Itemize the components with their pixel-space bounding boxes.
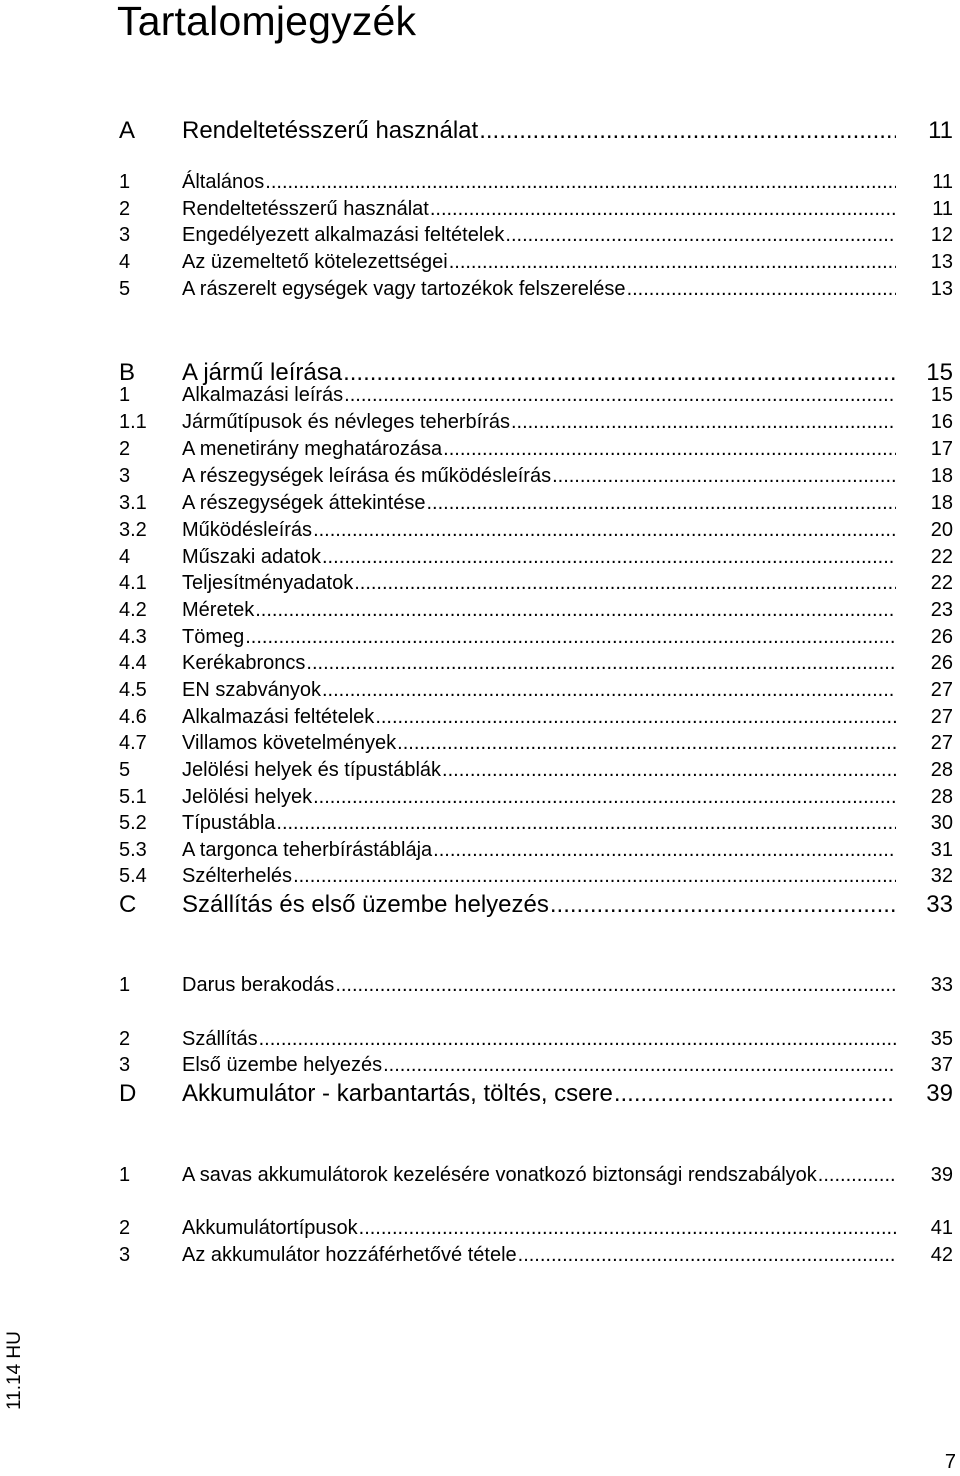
- toc-entry-row[interactable]: [0, 677, 960, 707]
- toc-entry-row[interactable]: [0, 517, 960, 547]
- toc-entry-row[interactable]: [0, 972, 960, 1002]
- toc-title: Jelölési helyek és típustáblák: [182, 759, 442, 781]
- toc-entry-row[interactable]: [0, 1052, 960, 1082]
- toc-page-number: 26: [930, 652, 953, 674]
- toc-title: Az üzemeltető kötelezettségei: [182, 251, 448, 273]
- toc-title: Szállítás és első üzembe helyezés: [182, 891, 549, 918]
- dot-leader: [396, 730, 896, 756]
- toc-title: Teljesítményadatok: [182, 572, 354, 594]
- toc-page-number: 27: [930, 679, 953, 701]
- toc-title: EN szabványok: [182, 679, 321, 701]
- toc-number: 1.1: [119, 411, 147, 433]
- toc-title-with-leader: [182, 544, 896, 570]
- toc-title: A menetirány meghatározása: [182, 438, 443, 460]
- toc-page-number: 28: [930, 786, 953, 808]
- toc-number: 1: [119, 384, 131, 406]
- toc-entry-row[interactable]: [0, 757, 960, 787]
- toc-number: 4.3: [119, 626, 147, 648]
- toc-number: 3: [119, 224, 131, 246]
- toc-title: Méretek: [182, 599, 255, 621]
- toc-page-number: 42: [930, 1244, 953, 1266]
- toc-title: Típustábla: [182, 812, 276, 834]
- dot-leader: [312, 517, 896, 543]
- toc-title: Járműtípusok és névleges teherbírás: [182, 411, 510, 433]
- toc-entry-row[interactable]: [0, 1215, 960, 1245]
- toc-title: Villamos követelmények: [182, 732, 397, 754]
- dot-leader: [254, 597, 896, 623]
- dot-leader: [510, 409, 896, 435]
- dot-leader: [312, 784, 896, 810]
- toc-number: 4.5: [119, 679, 147, 701]
- toc-page-number: 26: [930, 626, 953, 648]
- dot-leader: [441, 757, 896, 783]
- toc-number: C: [119, 891, 137, 918]
- toc-title: A savas akkumulátorok kezelésére vonatkozó biztonsági rendszabályok: [182, 1164, 817, 1186]
- toc-title: A részegységek áttekintése: [182, 492, 426, 514]
- toc-title-with-leader: [182, 276, 896, 302]
- toc-title-with-leader: [182, 757, 896, 783]
- toc-title-with-leader: [182, 382, 896, 408]
- toc-page-number: 13: [930, 278, 953, 300]
- toc-page-number: 20: [930, 519, 953, 541]
- toc-title: Első üzembe helyezés: [182, 1054, 383, 1076]
- toc-number: 5.4: [119, 865, 147, 887]
- toc-title-with-leader: [182, 624, 896, 650]
- toc-number: 4: [119, 546, 131, 568]
- toc-title: A jármű leírása: [182, 359, 343, 386]
- toc-title-with-leader: [182, 597, 896, 623]
- toc-title: Kerékabroncs: [182, 652, 306, 674]
- dot-leader: [442, 436, 896, 462]
- toc-section-row[interactable]: [0, 116, 960, 146]
- toc-title-with-leader: [182, 890, 896, 920]
- toc-page-number: 27: [930, 732, 953, 754]
- toc-title: Rendeltetésszerű használat: [182, 117, 479, 144]
- toc-entry-row[interactable]: [0, 169, 960, 199]
- toc-title-with-leader: [182, 1215, 896, 1241]
- toc-page-number: 11: [932, 171, 953, 193]
- toc-section-row[interactable]: [0, 1079, 960, 1109]
- toc-title-with-leader: [182, 1026, 896, 1052]
- toc-number: 5.2: [119, 812, 147, 834]
- toc-title: Jelölési helyek: [182, 786, 313, 808]
- toc-page-number: 28: [930, 759, 953, 781]
- toc-title: Alkalmazási leírás: [182, 384, 344, 406]
- toc-entry-row[interactable]: [0, 650, 960, 680]
- toc-title: A rászerelt egységek vagy tartozékok felszerelése: [182, 278, 626, 300]
- toc-title-with-leader: [182, 810, 896, 836]
- dot-leader: [321, 677, 896, 703]
- dot-leader: [817, 1162, 896, 1188]
- toc-number: 4.6: [119, 706, 147, 728]
- toc-title: Szélterhelés: [182, 865, 293, 887]
- toc-title: Darus berakodás: [182, 974, 335, 996]
- toc-title: Tömeg: [182, 626, 245, 648]
- toc-title: Az akkumulátor hozzáférhetővé tétele: [182, 1244, 517, 1266]
- toc-page-number: 39: [926, 1080, 953, 1107]
- toc-number: 4.7: [119, 732, 147, 754]
- toc-entry-row[interactable]: [0, 276, 960, 306]
- toc-number: 2: [119, 1028, 131, 1050]
- toc-page-number: 32: [930, 865, 953, 887]
- toc-entry-row[interactable]: [0, 570, 960, 600]
- toc-number: 3: [119, 465, 131, 487]
- toc-number: B: [119, 359, 136, 386]
- dot-leader: [358, 1215, 896, 1241]
- toc-title-with-leader: [182, 730, 896, 756]
- toc-page-number: 31: [930, 839, 953, 861]
- toc-title-with-leader: [182, 704, 896, 730]
- toc-title-with-leader: [182, 490, 896, 516]
- dot-leader: [292, 863, 896, 889]
- toc-title-with-leader: [182, 1079, 896, 1109]
- toc-number: 1: [119, 974, 131, 996]
- toc-page-number: 11: [928, 117, 953, 144]
- dot-leader: [353, 570, 896, 596]
- toc-number: 3.2: [119, 519, 147, 541]
- toc-number: 4.2: [119, 599, 147, 621]
- toc-title: A targonca teherbírástáblája: [182, 839, 433, 861]
- toc-section-row[interactable]: [0, 890, 960, 920]
- toc-page-number: 41: [930, 1217, 953, 1239]
- toc-title-with-leader: [182, 570, 896, 596]
- toc-page-number: 22: [930, 572, 953, 594]
- toc-title-with-leader: [182, 517, 896, 543]
- toc-number: 2: [119, 198, 131, 220]
- dot-leader: [626, 276, 896, 302]
- dot-leader: [432, 837, 896, 863]
- toc-title: Működésleírás: [182, 519, 313, 541]
- document-code: 11.14 HU: [4, 1331, 25, 1410]
- toc-number: 5: [119, 278, 131, 300]
- toc-title: Általános: [182, 171, 265, 193]
- toc-title-with-leader: [182, 222, 896, 248]
- toc-title-with-leader: [182, 436, 896, 462]
- toc-entry-row[interactable]: [0, 409, 960, 439]
- toc-entry-row[interactable]: [0, 463, 960, 493]
- toc-title: A részegységek leírása és működésleírás: [182, 465, 552, 487]
- toc-number: 2: [119, 438, 131, 460]
- toc-page-number: 15: [930, 384, 953, 406]
- dot-leader: [334, 972, 896, 998]
- toc-title-with-leader: [182, 169, 896, 195]
- dot-leader: [448, 249, 896, 275]
- dot-leader: [549, 890, 896, 920]
- toc-title-with-leader: [182, 463, 896, 489]
- dot-leader: [275, 810, 896, 836]
- toc-title-with-leader: [182, 650, 896, 676]
- toc-title: Akkumulátortípusok: [182, 1217, 358, 1239]
- dot-leader: [382, 1052, 896, 1078]
- toc-entry-row[interactable]: [0, 222, 960, 252]
- toc-number: 1: [119, 171, 131, 193]
- toc-page-number: 35: [930, 1028, 953, 1050]
- toc-title-with-leader: [182, 784, 896, 810]
- toc-title-with-leader: [182, 1162, 896, 1188]
- toc-number: 4.4: [119, 652, 147, 674]
- toc-number: 2: [119, 1217, 131, 1239]
- toc-number: 5.1: [119, 786, 147, 808]
- toc-page-number: 30: [930, 812, 953, 834]
- toc-page-number: 12: [930, 224, 953, 246]
- page-number: 7: [944, 1451, 956, 1473]
- toc-number: 4: [119, 251, 131, 273]
- toc-title-with-leader: [182, 196, 896, 222]
- toc-number: 3: [119, 1244, 131, 1266]
- toc-page-number: 11: [932, 198, 953, 220]
- dot-leader: [264, 169, 896, 195]
- dot-leader: [613, 1079, 896, 1109]
- toc-entry-row[interactable]: [0, 810, 960, 840]
- toc-page-number: 33: [926, 891, 953, 918]
- toc-title: Akkumulátor - karbantartás, töltés, csere: [182, 1080, 613, 1107]
- toc-number: 3.1: [119, 492, 147, 514]
- dot-leader: [305, 650, 896, 676]
- toc-entry-row[interactable]: [0, 1242, 960, 1272]
- toc-entry-row[interactable]: [0, 382, 960, 412]
- toc-title-with-leader: [182, 1052, 896, 1078]
- toc-page-number: 13: [930, 251, 953, 273]
- toc-entry-row[interactable]: [0, 730, 960, 760]
- toc-number: 1: [119, 1164, 131, 1186]
- toc-page-number: 23: [930, 599, 953, 621]
- toc-title: Rendeltetésszerű használat: [182, 198, 429, 220]
- toc-title: Engedélyezett alkalmazási feltételek: [182, 224, 505, 246]
- toc-entry-row[interactable]: [0, 436, 960, 466]
- dot-leader: [429, 196, 896, 222]
- toc-number: A: [119, 117, 136, 144]
- dot-leader: [551, 463, 896, 489]
- dot-leader: [321, 544, 896, 570]
- dot-leader: [258, 1026, 896, 1052]
- toc-number: 5: [119, 759, 131, 781]
- toc-entry-row[interactable]: [0, 863, 960, 893]
- toc-title-with-leader: [182, 409, 896, 435]
- toc-title-with-leader: [182, 972, 896, 998]
- toc-title-with-leader: [182, 116, 896, 146]
- page-title: Tartalomjegyzék: [117, 0, 417, 44]
- toc-entry-row[interactable]: [0, 597, 960, 627]
- toc-title: Műszaki adatok: [182, 546, 321, 568]
- dot-leader: [343, 382, 896, 408]
- toc-number: 3: [119, 1054, 131, 1076]
- toc-page-number: 22: [930, 546, 953, 568]
- toc-number: D: [119, 1080, 137, 1107]
- toc-page-number: 16: [930, 411, 953, 433]
- toc-number: 5.3: [119, 839, 147, 861]
- toc-page-number: 39: [930, 1164, 953, 1186]
- toc-entry-row[interactable]: [0, 1162, 960, 1192]
- toc-number: 4.1: [119, 572, 147, 594]
- toc-entry-row[interactable]: [0, 490, 960, 520]
- toc-page-number: 17: [930, 438, 953, 460]
- toc-page-number: 15: [926, 359, 953, 386]
- toc-title-with-leader: [182, 837, 896, 863]
- toc-title-with-leader: [182, 1242, 896, 1268]
- toc-page-number: 27: [930, 706, 953, 728]
- dot-leader: [374, 704, 896, 730]
- toc-page-number: 18: [930, 465, 953, 487]
- dot-leader: [504, 222, 896, 248]
- toc-page-number: 33: [930, 974, 953, 996]
- toc-page-number: 37: [930, 1054, 953, 1076]
- dot-leader: [244, 624, 896, 650]
- toc-entry-row[interactable]: [0, 249, 960, 279]
- dot-leader: [425, 490, 896, 516]
- dot-leader: [517, 1242, 896, 1268]
- toc-title-with-leader: [182, 677, 896, 703]
- dot-leader: [478, 116, 896, 146]
- toc-page-number: 18: [930, 492, 953, 514]
- toc-title: Alkalmazási feltételek: [182, 706, 375, 728]
- toc-title: Szállítás: [182, 1028, 258, 1050]
- toc-title-with-leader: [182, 249, 896, 275]
- toc-title-with-leader: [182, 863, 896, 889]
